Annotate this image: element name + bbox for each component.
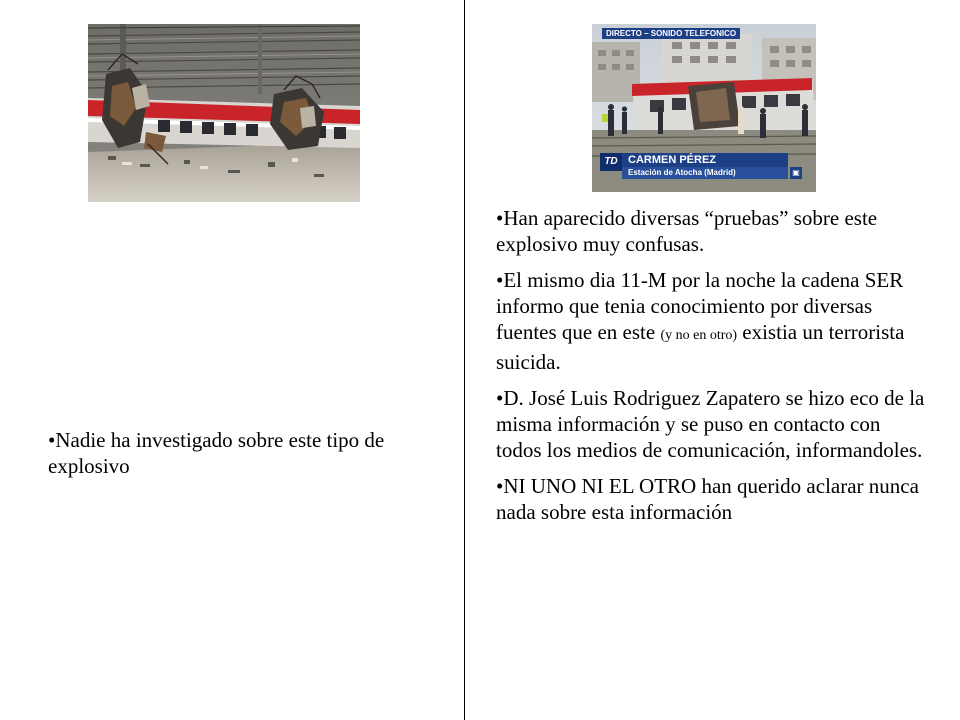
tv-live-banner: DIRECTO – SONIDO TELEFONICO <box>602 28 740 39</box>
bullet-cadena-ser-report <box>496 267 926 375</box>
left-column-text <box>48 427 418 479</box>
tv-location-caption: Estación de Atocha (Madrid) <box>622 167 788 179</box>
tv-broadcast-photo <box>592 24 816 192</box>
right-column-text <box>496 205 926 535</box>
tv-channel-logo: TD <box>600 153 622 171</box>
bullet-zapatero-contact: •D. José Luis Rodriguez Zapatero se hizo eco de la misma información y se puso en contacto con todos los medios de comunicación, informandoles. <box>496 386 925 462</box>
bullet-no-investigation: •Nadie ha investigado sobre este tipo de explosivo <box>48 428 385 478</box>
bullet-no-clarification: •NI UNO NI EL OTRO han querido aclarar nunca nada sobre esta información <box>496 474 919 524</box>
bullet-cadena-ser-text-start: •El mismo dia 11-M por la noche la cadena SER informo que tenia conocimiento por diversas fuentes que en este <box>496 268 904 344</box>
column-divider <box>464 0 465 720</box>
tv-corner-icon: ▣ <box>790 167 802 179</box>
wrecked-train-photo <box>88 24 360 202</box>
bullet-cadena-ser-aside: (y no en otro) <box>660 328 738 343</box>
tv-reporter-name: CARMEN PÉREZ <box>622 153 788 167</box>
bullet-cadena-ser-text-end: existia un terrorista suicida. <box>496 320 905 374</box>
bullet-confusing-evidence: •Han aparecido diversas “pruebas” sobre este explosivo muy confusas. <box>496 206 878 256</box>
